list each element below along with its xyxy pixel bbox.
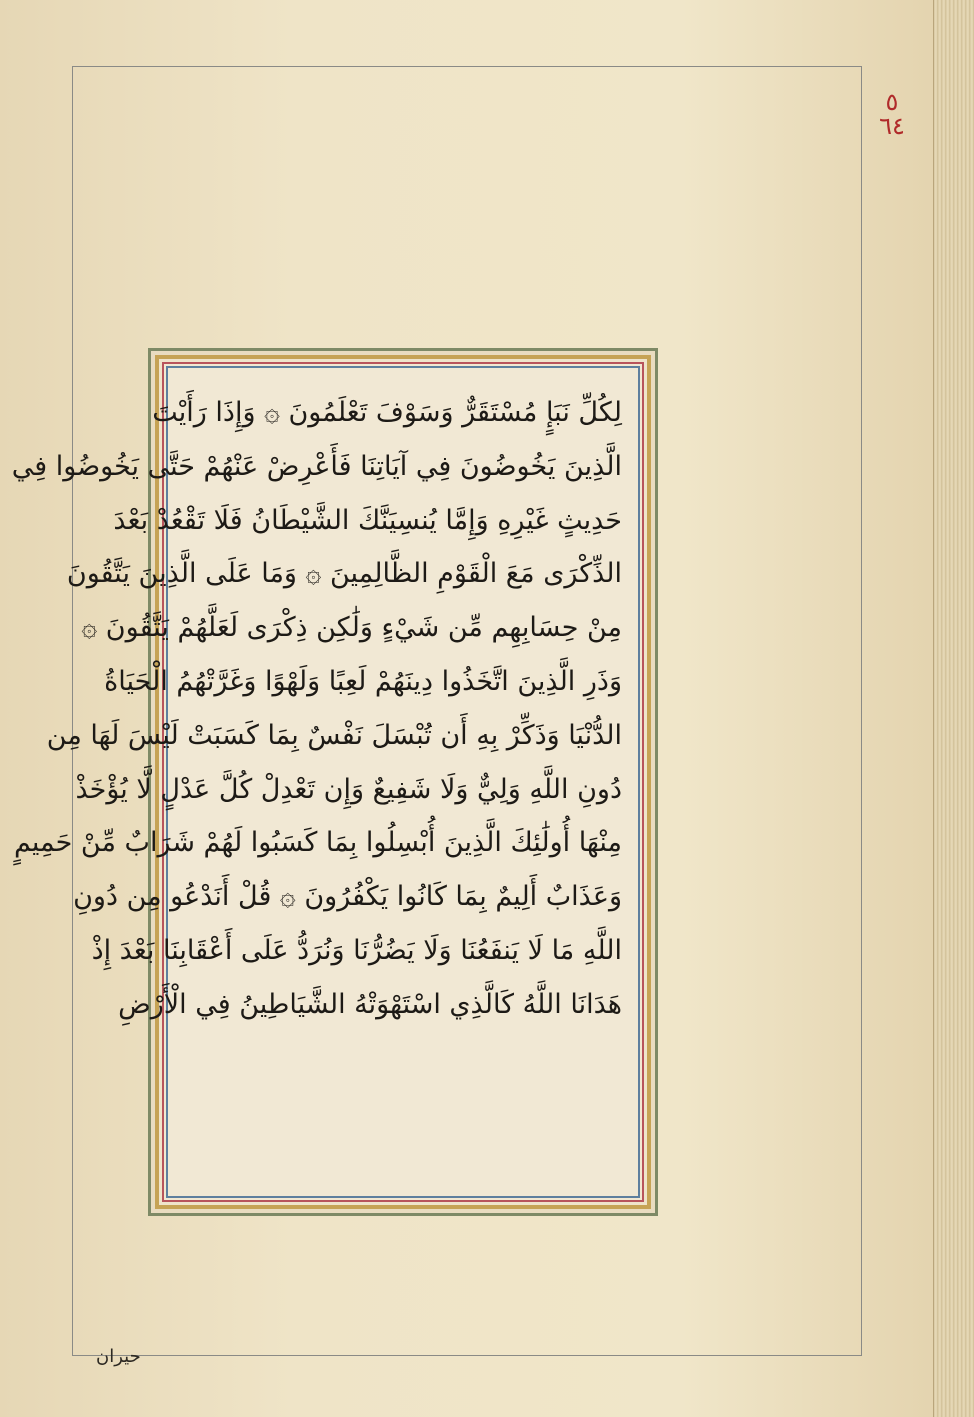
text-line: وَعَذَابٌ أَلِيمٌ بِمَا كَانُوا يَكْفُرُونَ ۞ قُلْ أَنَدْعُو مِن دُونِ [73, 881, 622, 913]
text-line: وَذَرِ الَّذِينَ اتَّخَذُوا دِينَهُمْ لَعِبًا وَلَهْوًا وَغَرَّتْهُمُ الْحَيَاةُ [104, 665, 622, 697]
text-line: مِنْ حِسَابِهِم مِّن شَيْءٍ وَلَٰكِن ذِكْرَى لَعَلَّهُمْ يَتَّقُونَ ۞ [81, 612, 622, 644]
text-lines [11, 386, 622, 1032]
catchword: حيران [96, 1346, 141, 1367]
text-line: هَدَانَا اللَّهُ كَالَّذِي اسْتَهْوَتْهُ الشَّيَاطِينُ فِي الْأَرْضِ [118, 988, 622, 1020]
folio-number-bottom: ٦٤ [879, 112, 905, 140]
page-edges [933, 0, 974, 1417]
folio-number-top: ٥ [885, 88, 899, 116]
text-line: الدُّنْيَا وَذَكِّرْ بِهِ أَن تُبْسَلَ نَفْسٌ بِمَا كَسَبَتْ لَيْسَ لَهَا مِن [46, 719, 622, 751]
text-line: الذِّكْرَى مَعَ الْقَوْمِ الظَّالِمِينَ ۞ وَمَا عَلَى الَّذِينَ يَتَّقُونَ [66, 558, 622, 590]
text-line: مِنْهَا أُولَٰئِكَ الَّذِينَ أُبْسِلُوا بِمَا كَسَبُوا لَهُمْ شَرَابٌ مِّنْ حَمِيمٍ [13, 827, 622, 859]
text-line: لِكُلِّ نَبَإٍ مُسْتَقَرٌّ وَسَوْفَ تَعْلَمُونَ ۞ وَإِذَا رَأَيْتَ [152, 397, 622, 428]
text-panel [11, 366, 640, 1198]
text-line: دُونِ اللَّهِ وَلِيٌّ وَلَا شَفِيعٌ وَإِن تَعْدِلْ كُلَّ عَدْلٍ لَّا يُؤْخَذْ [75, 773, 622, 805]
text-line: الَّذِينَ يَخُوضُونَ فِي آيَاتِنَا فَأَعْرِضْ عَنْهُمْ حَتَّى يَخُوضُوا فِي [11, 450, 622, 482]
red-rule [11, 362, 644, 1202]
folio-number [872, 90, 912, 138]
text-line: حَدِيثٍ غَيْرِهِ وَإِمَّا يُنسِيَنَّكَ الشَّيْطَانُ فَلَا تَقْعُدْ بَعْدَ [113, 504, 622, 536]
gold-rule [11, 355, 651, 1209]
text-panel-frame [11, 348, 658, 1216]
text-line: اللَّهِ مَا لَا يَنفَعُنَا وَلَا يَضُرُّنَا وَنُرَدُّ عَلَى أَعْقَابِنَا بَعْدَ إِذْ [91, 934, 622, 966]
